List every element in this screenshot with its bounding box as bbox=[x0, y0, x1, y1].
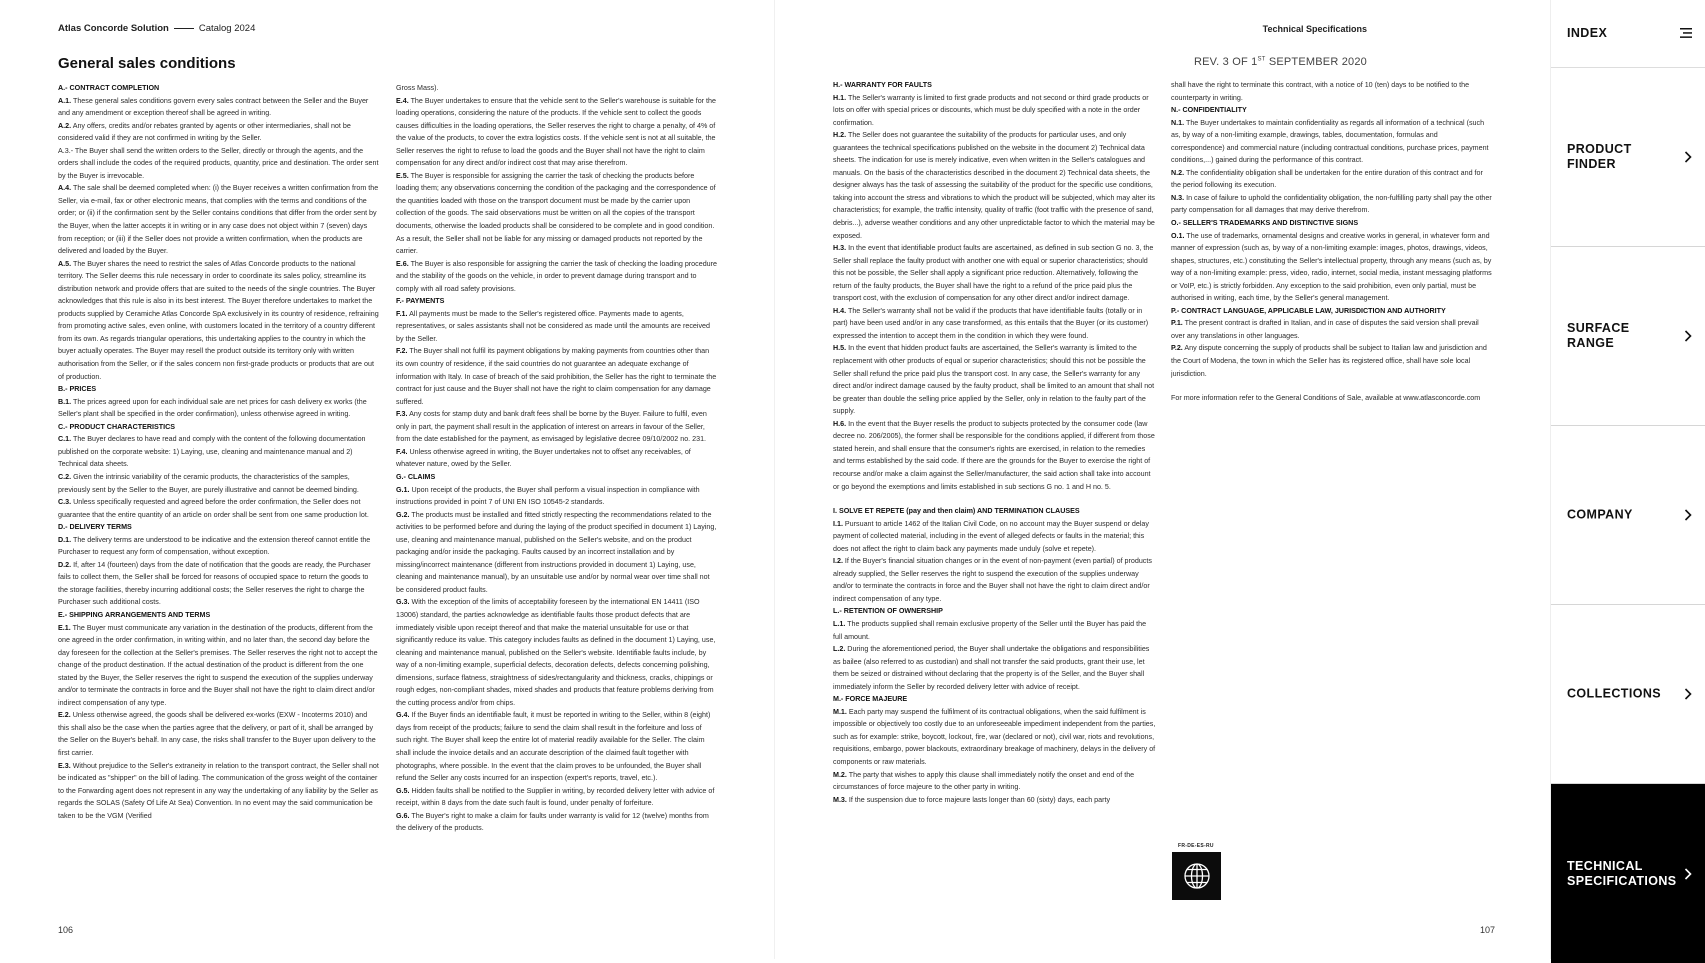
section-heading: N.- CONFIDENTIALITY bbox=[1171, 106, 1247, 115]
clause-paragraph bbox=[58, 120, 380, 145]
clause-label: F.2. bbox=[396, 347, 408, 356]
clause-text: The party that wishes to apply this clause shall immediately notify the onset and end of the circumstances of force majeure to the other party in writing. bbox=[833, 770, 1135, 792]
clause-text: The present contract is drafted in Italian, and in case of disputes the said version shall prevail over any translations in other languages. bbox=[1171, 319, 1479, 340]
section-heading: B.- PRICES bbox=[58, 385, 97, 394]
page-number-left: 106 bbox=[58, 925, 74, 935]
clause-paragraph bbox=[833, 342, 1157, 417]
clause-label: M.3. bbox=[833, 795, 847, 804]
clause-text: Gross Mass). bbox=[396, 84, 439, 92]
section-heading: A.- CONTRACT COMPLETION bbox=[58, 84, 160, 92]
clause-text: For more information refer to the General Conditions of Sale, available at www.atlasconcorde.com bbox=[1171, 394, 1481, 403]
clause-text: Pursuant to article 1462 of the Italian Civil Code, on no account may the Buyer suspend or delay payment of collected material, including in the event of alleged defects or faults in the material; this does not affect the right to claim back any payments made unduly (solve et repete). bbox=[833, 519, 1149, 553]
clause-label: E.1. bbox=[58, 623, 71, 632]
catalog-name: Catalog 2024 bbox=[198, 23, 256, 34]
clause-text: The Buyer is also responsible for assigning the carrier the task of checking the loading procedure and the stability of the goods on the vehicle, in order to prevent damage during transport and to comply with all road safety provisions. bbox=[396, 259, 717, 293]
clause-label: E.6. bbox=[396, 259, 409, 268]
clause-text: If the suspension due to force majeure lasts longer than 60 (sixty) days, each party bbox=[848, 795, 1111, 804]
clause-text: Upon receipt of the products, the Buyer shall perform a visual inspection in compliance with instructions provided in point 7 of UNI EN ISO 10545-2 standards. bbox=[396, 485, 700, 507]
clause-paragraph bbox=[396, 82, 718, 95]
clause-paragraph bbox=[396, 785, 718, 810]
sidebar-item-label: TECHNICAL SPECIFICATIONS bbox=[1567, 858, 1677, 888]
clause-paragraph bbox=[1171, 79, 1493, 104]
clause-text: The products must be installed and fitted strictly respecting the recommendations related to the activities to be performed before and during the laying of the product specified in document 1) Laying, use, cleaning and maintenance manual, published on the Seller's website, and on the product packaging and/or inside the packaging. Faults caused by an incorrect installation and by missing/incorrect maintenance (different from instructions provided in document 1) Laying, use, cleaning and maintenance manual), by an unsuitable use and/or by normal wear over time shall not be considered product faults. bbox=[396, 510, 717, 594]
clause-text: With the exception of the limits of acceptability foreseen by the international EN 14411 (ISO 13006) standard, the parties acknowledge as identifiable faults those product defects that are immediately visible upon receipt thereof and that make the material unsuitable for use or that significantly reduce its value. This category includes faults as defined in the document 1) Laying, use, cleaning and maintenance manual, published on the Seller's website. Identifiable faults include, by way of a non-limiting example, superficial defects, decoration defects, defects concerning polishing, dimensions, surface flatness, straightness of sides/rectangularity and thickness, cracks, chippings or rough edges, non-compliant shades, mixed shades and products that feature problems deriving from the cutting process and/or from chips. bbox=[396, 598, 716, 707]
clause-paragraph bbox=[1171, 392, 1493, 405]
brand-separator bbox=[174, 28, 194, 29]
clause-paragraph bbox=[58, 534, 380, 559]
section-heading: P.- CONTRACT LANGUAGE, APPLICABLE LAW, JURISDICTION AND AUTHORITY bbox=[1171, 306, 1446, 315]
clause-label: D.2. bbox=[58, 560, 72, 569]
clause-label: F.3. bbox=[396, 410, 408, 419]
clause-paragraph bbox=[396, 709, 718, 784]
clause-paragraph bbox=[58, 145, 380, 183]
sidebar-item-technical-specifications[interactable] bbox=[1551, 784, 1705, 963]
sidebar-item-label: SURFACE RANGE bbox=[1567, 321, 1630, 350]
clause-text: Hidden faults shall be notified to the Supplier in writing, by recorded delivery letter with advice of receipt, within 8 days from the date such fault is found, under penalty of forfeiture. bbox=[396, 786, 715, 808]
section-heading: H.- WARRANTY FOR FAULTS bbox=[833, 81, 932, 89]
clause-paragraph bbox=[396, 345, 718, 408]
section-heading: E.- SHIPPING ARRANGEMENTS AND TERMS bbox=[58, 610, 211, 619]
revision-sup: ST bbox=[1257, 56, 1266, 63]
clause-paragraph bbox=[396, 596, 718, 709]
sidebar-item-product-finder[interactable] bbox=[1551, 68, 1705, 247]
clause-label: G.1. bbox=[396, 485, 410, 494]
left-page bbox=[0, 0, 775, 959]
clause-text: The use of trademarks, ornamental designs and creative works in general, in whatever form and manner of expression (such as, by way of a non-limiting example: images, photos, drawings, videos, shapes, structures, etc.) constituting the Seller's intellectual property, through any means (such as, by way of a non-limiting example: press, video, radio, internet, social media, instant messaging platforms or VoIP, etc.) is strictly forbidden. Any exception to the said prohibition, even only partial, must be authorised in writing, each time, by the Seller's general management. bbox=[1171, 231, 1492, 303]
clause-text: Unless otherwise agreed in writing, the Buyer undertakes not to offset any receivables, of whatever nature, owed by the Seller. bbox=[396, 447, 691, 469]
clause-text: Given the intrinsic variability of the ceramic products, the characteristics of the samples, previously sent by the Seller to the Buyer, are purely illustrative and cannot be deemed binding. bbox=[58, 472, 359, 494]
clause-paragraph bbox=[396, 446, 718, 471]
index-label: INDEX bbox=[1567, 26, 1608, 40]
section-heading: G.- CLAIMS bbox=[396, 472, 436, 481]
clause-label: H.5. bbox=[833, 344, 847, 353]
sidebar-item-label: PRODUCT FINDER bbox=[1567, 142, 1632, 171]
sidebar-item-label: COMPANY bbox=[1567, 507, 1633, 522]
clause-text: The prices agreed upon for each individual sale are net prices for cash delivery ex works (the Seller's plant shall be specified in the order confirmation), unless otherwise agreed in writing. bbox=[58, 397, 367, 419]
clause-label: G.3. bbox=[396, 598, 410, 607]
clause-paragraph bbox=[1171, 192, 1493, 217]
clause-paragraph bbox=[1171, 317, 1493, 342]
clause-text: Unless specifically requested and agreed before the order confirmation, the Seller does not guarantee that the entire quantity of an article on order shall be sent from one same production lot. bbox=[58, 498, 369, 519]
clause-label: G.4. bbox=[396, 711, 410, 720]
clause-paragraph bbox=[58, 622, 380, 710]
clause-label: C.3. bbox=[58, 498, 72, 507]
clause-paragraph bbox=[1171, 342, 1493, 380]
clause-label: F.4. bbox=[396, 447, 408, 456]
menu-icon[interactable] bbox=[1680, 27, 1692, 39]
clause-label: H.1. bbox=[833, 93, 847, 102]
clause-text: The Buyer undertakes to ensure that the vehicle sent to the Seller's warehouse is suitable for the loading operations, considering the nature of the products. If the vehicle sent to collect the goods causes difficulties in the loading operations, the Seller reserves the right to charge a penalty, of 4% of the value of the products, to cover the extra logistics costs. If the vehicle sent is not at all suitable, the Seller reserves the right to refuse to load the goods and the Buyer shall not have the right to claim compensation for any direct and/or indirect cost that may arise therefrom. bbox=[396, 96, 716, 168]
clause-label: H.3. bbox=[833, 244, 847, 253]
clause-text: The Buyer declares to have read and comply with the content of the following documentation published on the corporate website: 1) Laying, use, cleaning and maintenance manual and 2) Technical data sheets. bbox=[58, 435, 366, 469]
clause-label: E.3. bbox=[58, 761, 71, 770]
clause-label: I.2. bbox=[833, 557, 843, 566]
clause-paragraph bbox=[396, 170, 718, 258]
clause-text: The Buyer must communicate any variation in the destination of the products, different from the one agreed in the order confirmation, in writing within, and no later than, the second day before the day foreseen for the collection at the Seller's premises. The Seller reserves the right not to accept the change of the product destination. If the actual destination of the product is different from the one stated by the Buyer, the Seller reserves the right to suspend the execution of the supplies underway and/or to terminate the contracts in force and the Buyer shall not have the right to claim direct and/or indirect compensation of any type. bbox=[58, 623, 378, 707]
clause-paragraph bbox=[833, 706, 1157, 769]
clause-label: E.4. bbox=[396, 96, 409, 105]
clause-text: The confidentiality obligation shall be undertaken for the entire duration of this contract and for the period following its execution. bbox=[1171, 168, 1483, 190]
clause-label: A.2. bbox=[58, 121, 72, 130]
clause-paragraph bbox=[833, 129, 1157, 242]
text-column-4 bbox=[1171, 79, 1493, 439]
clause-text: The delivery terms are understood to be indicative and the extension thereof cannot entitle the Purchaser to request any form of compensation, without exception. bbox=[58, 535, 371, 557]
clause-paragraph bbox=[833, 555, 1157, 605]
clause-label: A.5. bbox=[58, 259, 72, 268]
clause-paragraph bbox=[396, 509, 718, 597]
clause-paragraph bbox=[833, 305, 1157, 343]
clause-text: The products supplied shall remain exclusive property of the Seller until the Buyer has paid the full amount. bbox=[833, 619, 1147, 641]
clause-paragraph bbox=[58, 471, 380, 496]
section-heading: F.- PAYMENTS bbox=[396, 297, 445, 306]
clause-label: H.6. bbox=[833, 419, 847, 428]
text-column-3 bbox=[833, 79, 1157, 897]
clause-text: If the Buyer's financial situation changes or in the event of non-payment (even partial) of products already supplied, the Seller reserves the right to suspend the execution of the supplies underway and/or to terminate the contracts in force and the Buyer shall not have the right to claim direct and/or indirect compensation of any type. bbox=[833, 557, 1152, 603]
clause-label: L.2. bbox=[833, 645, 846, 654]
sidebar-item-label: COLLECTIONS bbox=[1567, 686, 1661, 701]
clause-text: In case of failure to uphold the confidentiality obligation, the non-fulfilling party shall pay the other party compensation for all damages that may derive therefrom. bbox=[1171, 193, 1492, 215]
page-gutter bbox=[774, 0, 775, 959]
clause-paragraph bbox=[396, 408, 718, 446]
clause-text: shall have the right to terminate this contract, with a notice of 10 (ten) days to be notified to the counterparty in writing. bbox=[1171, 81, 1470, 102]
clause-paragraph bbox=[396, 258, 718, 296]
clause-paragraph bbox=[1171, 117, 1493, 167]
document-title: General sales conditions bbox=[58, 55, 236, 72]
text-column-2 bbox=[396, 82, 718, 900]
clause-label: C.1. bbox=[58, 435, 72, 444]
sidebar-item-company[interactable] bbox=[1551, 426, 1705, 605]
clause-paragraph bbox=[833, 618, 1157, 643]
clause-paragraph bbox=[396, 95, 718, 170]
clause-label: C.2. bbox=[58, 472, 72, 481]
paragraph-gap bbox=[1171, 380, 1493, 392]
clause-label: I.1. bbox=[833, 519, 843, 528]
nav-items bbox=[1551, 68, 1705, 963]
globe-icon bbox=[1182, 861, 1212, 891]
clause-text: Unless otherwise agreed, the goods shall be delivered ex-works (EXW - Incoterms 2010) and this shall also be the case when the parties agree that the delivery, or part of it, shall be arranged by the Seller on the Buyer's behalf. In any case, the risks shall transfer to the Buyer upon delivery to the first carrier. bbox=[58, 711, 376, 757]
clause-paragraph bbox=[833, 518, 1157, 556]
clause-text: Without prejudice to the Seller's extraneity in relation to the transport contract, the Seller shall not be indicated as "shipper" on the bill of lading. The communication of the gross weight of the container to the Forwarding agent does not represent in any way the undertaking of any liability by the Seller as regards the SOLAS (Safety Of Life At Sea) Convention. In no event may the said communication be taken to be the VGM (Verified bbox=[58, 761, 379, 820]
clause-paragraph bbox=[1171, 230, 1493, 305]
index-header[interactable] bbox=[1551, 0, 1705, 68]
chevron-right-icon bbox=[1684, 509, 1692, 521]
chevron-right-icon bbox=[1684, 688, 1692, 700]
clause-paragraph bbox=[833, 769, 1157, 794]
chevron-right-icon bbox=[1684, 868, 1692, 880]
revision-suffix: SEPTEMBER 2020 bbox=[1265, 56, 1367, 68]
clause-label: A.1. bbox=[58, 96, 72, 105]
clause-paragraph bbox=[833, 418, 1157, 493]
chevron-right-icon bbox=[1684, 151, 1692, 163]
clause-text: The Seller's warranty is limited to first grade products and not second or third grade products or lots on offer with special prices or discounts, which must be duly specified with a note in the order confirmation. bbox=[833, 93, 1149, 127]
revision-label bbox=[1194, 56, 1367, 68]
section-heading: L.- RETENTION OF OWNERSHIP bbox=[833, 607, 943, 616]
section-heading: M.- FORCE MAJEURE bbox=[833, 695, 908, 704]
clause-text: Any dispute concerning the supply of products shall be subject to Italian law and jurisdiction and the Court of Modena, the town in which the Seller has its registered office, shall have sole local jurisdiction. bbox=[1171, 344, 1487, 378]
sidebar-item-collections[interactable] bbox=[1551, 605, 1705, 784]
clause-text: The Buyer shares the need to restrict the sales of Atlas Concorde products to the national territory. The Seller deems this rule necessary in order to coordinate its sales policy, streamline its distribution network and provide offers that are suited to the needs of the single countries. The Buyer acknowledges that this rule is also in its best interest. The Buyer therefore undertakes to market the products supplied by Ceramiche Atlas Concorde SpA exclusively in its country of residence, refraining from promoting active sales, even online, with customers located in the territory of a country different from its own. As regards triangular operations, this undertaking applies to the country in which the buyer actually operates. The Buyer may resell the product outside its territory only with written authorisation from the Seller, or if the sales concern non first-grade products or products that are out of production. bbox=[58, 259, 379, 381]
clause-label: N.1. bbox=[1171, 118, 1185, 127]
clause-label: G.2. bbox=[396, 510, 410, 519]
language-codes: FR-DE-ES-RU bbox=[1178, 843, 1214, 849]
clause-paragraph bbox=[58, 760, 380, 823]
clause-label: G.5. bbox=[396, 786, 410, 795]
clause-label: B.1. bbox=[58, 397, 72, 406]
clause-label: F.1. bbox=[396, 309, 408, 318]
clause-text: The Buyer shall not fulfil its payment obligations by making payments from countries other than its own country of residence, if the said countries do not guarantee an adequate exchange of information with Italy. In case of breach of the said prohibition, the Seller has the right to terminate the contract for just cause and the Buyer shall not have the right to claim compensation for any damage suffered. bbox=[396, 347, 717, 406]
clause-paragraph bbox=[1171, 167, 1493, 192]
clause-label: P.2. bbox=[1171, 344, 1183, 353]
clause-paragraph bbox=[396, 308, 718, 346]
clause-label: E.5. bbox=[396, 171, 409, 180]
clause-text: The Buyer undertakes to maintain confidentiality as regards all information of a technical (such as, by way of a non-limiting example, drawings, tables, documentation, formulas and correspondence) and commercial nature (including contractual conditions, purchase prices, payment conditions,...) gained during the performance of this contract. bbox=[1171, 118, 1489, 165]
clause-paragraph bbox=[58, 258, 380, 383]
clause-text: The Seller's warranty shall not be valid if the products that have identifiable faults (totally or in part) have been used and/or in any case transformed, as this entails that the Buyer (or its customer) expressed the intention to accept them in the condition in which they were found. bbox=[833, 306, 1149, 340]
clause-paragraph bbox=[58, 95, 380, 120]
clause-paragraph bbox=[833, 794, 1157, 807]
clause-label: H.4. bbox=[833, 306, 847, 315]
clause-label: H.2. bbox=[833, 131, 847, 140]
clause-paragraph bbox=[833, 92, 1157, 130]
clause-paragraph bbox=[833, 643, 1157, 693]
section-heading: C.- PRODUCT CHARACTERISTICS bbox=[58, 422, 176, 431]
section-heading: O.- SELLER'S TRADEMARKS AND DISTINCTIVE SIGNS bbox=[1171, 219, 1359, 228]
clause-label: A.4. bbox=[58, 184, 72, 193]
clause-label: N.2. bbox=[1171, 168, 1185, 177]
clause-label: D.1. bbox=[58, 535, 72, 544]
sidebar-nav bbox=[1550, 0, 1705, 959]
clause-text: The Seller does not guarantee the suitability of the products for particular uses, and only guarantees the technical specifications published on the website in the document 2) Technical data sheets. The indication for use is merely indicative, even when written in the Seller's catalogues and manuals. On the basis of the characteristics described in the document 2) Technical data sheets, the designer always has the task of assessing the suitability of the product for the specific use conditions, taking into account the stress and vibrations to which the product will be subjected, which may alter its characteristics; for example, the traffic intensity, quality of traffic (foot traffic with the presence of sand, debris...), adverse weather conditions and any other unpredictable factor to which the material may be exposed. bbox=[833, 131, 1155, 240]
clause-text: Any costs for stamp duty and bank draft fees shall be borne by the Buyer. Failure to fulfil, even only in part, the payment shall result in the application of interest on arrears in favour of the Seller, from the date established for the payment, as envisaged by legislative decree 09/10/2002 no. 231. bbox=[396, 410, 707, 444]
clause-text: The Buyer's right to make a claim for faults under warranty is valid for 12 (twelve) months from the delivery of the products. bbox=[396, 811, 709, 833]
clause-text: If the Buyer finds an identifiable fault, it must be reported in writing to the Seller, within 8 (eight) days from receipt of the products; failure to send the claim shall result in the forfeiture and loss of such right. The Buyer shall keep the entire lot of material readily available for the Seller. The claim shall include the invoice details and an accurate description of the claimed fault together with photographs, where possible. In the event that the claim proves to be unfounded, the Buyer shall refund the Seller any costs incurred for an inspection (expert's reports, travel, etc.). bbox=[396, 711, 711, 783]
clause-paragraph bbox=[833, 242, 1157, 305]
language-globe-button[interactable] bbox=[1172, 852, 1221, 900]
clause-paragraph bbox=[58, 709, 380, 759]
clause-paragraph bbox=[58, 496, 380, 521]
clause-text: Any offers, credits and/or rebates granted by agents or other intermediaries, shall not be considered valid if they are not confirmed in writing by the Seller. bbox=[58, 121, 351, 143]
clause-text: In the event that the Buyer resells the product to subjects protected by the consumer code (law decree no. 206/2005), the former shall be responsible for the conditions applied, if different from those stated herein, and shall ensure that the consumer's rights are exercised, in relation to the remedies and terms established by the said code. If there are the grounds for the Buyer to exercise the right of recourse and/or make a claim against the Seller/manufacturer, the said action shall take into account or go beyond the exemptions and limits established in sub sections G no. 1 and H no. 5. bbox=[833, 419, 1155, 491]
paragraph-gap bbox=[833, 493, 1157, 505]
clause-label: G.6. bbox=[396, 811, 410, 820]
clause-paragraph bbox=[58, 559, 380, 609]
clause-paragraph bbox=[58, 396, 380, 421]
brand-line bbox=[58, 23, 255, 34]
section-title: Technical Specifications bbox=[1262, 24, 1367, 34]
clause-paragraph bbox=[58, 433, 380, 471]
page-number-right: 107 bbox=[1480, 925, 1496, 935]
section-heading: D.- DELIVERY TERMS bbox=[58, 523, 132, 532]
brand-name: Atlas Concorde Solution bbox=[58, 23, 169, 34]
clause-text: If, after 14 (fourteen) days from the date of notification that the goods are ready, the Purchaser fails to collect them, the Seller shall be forced for reasons of occupied space to return the goods to the storage facilities, thereby incurring additional costs; the Seller reserves the right to charge the Purchaser such additional costs. bbox=[58, 560, 371, 607]
sidebar-item-surface-range[interactable] bbox=[1551, 247, 1705, 426]
clause-label: L.1. bbox=[833, 619, 846, 628]
clause-paragraph bbox=[396, 484, 718, 509]
clause-paragraph bbox=[58, 182, 380, 257]
clause-label: M.1. bbox=[833, 707, 847, 716]
clause-text: In the event that hidden product faults are ascertained, the Seller's warranty is limited to the replacement with other products of equal or superior characteristics; should this not be possible the Seller shall refund the price paid plus the transport cost. In any case, the Seller's warranty for any direct and/or indirect damage caused by the faulty product, shall be limited to an amount that shall not be greater than double the selling price applied by the Seller, only in relation to the faulty part of the supply. bbox=[833, 344, 1155, 416]
clause-label: E.2. bbox=[58, 711, 71, 720]
clause-text: During the aforementioned period, the Buyer shall undertake the obligations and responsibilities as bailee (also referred to as custodian) and shall not transfer the said products, grant their use, let them be seized or distrained without declaring that the property is of the Seller, and the Buyer shall immediately inform the Seller by recorded delivery letter with advice of receipt. bbox=[833, 645, 1150, 691]
clause-text: The sale shall be deemed completed when: (i) the Buyer receives a written confirmation from the Seller, via e-mail, fax or other electronic means, that complies with the terms and conditions of the order; or (ii) if the confirmation sent by the Seller contains conditions that differ from the order sent by the Buyer, when the latter accepts it in writing or in any case does not object within 7 (seven) days from reception; or (iii) if the Seller does not provide a written confirmation, when the products are delivered and loaded by the Buyer. bbox=[58, 184, 379, 256]
clause-text: These general sales conditions govern every sales contract between the Seller and the Buyer and any amendment or exception thereof shall be agreed in writing. bbox=[58, 96, 369, 118]
clause-text: Each party may suspend the fulfilment of its contractual obligations, when the said fulfilment is impossible or objectively too costly due to an unforeseeable impediment independent from the parties, such as for example: strike, boycott, lockout, fire, war (declared or not), civil war, riots and revolutions, requisitions, embargo, power blackouts, extraordinary breakage of machinery, delays in the delivery of components or raw materials. bbox=[833, 707, 1156, 766]
clause-label: M.2. bbox=[833, 770, 847, 779]
clause-label: P.1. bbox=[1171, 319, 1183, 328]
clause-text: All payments must be made to the Seller's registered office. Payments made to agents, representatives, or sales assistants shall not be considered as made until the amounts are received by the Seller. bbox=[396, 309, 710, 343]
clause-label: N.3. bbox=[1171, 193, 1185, 202]
clause-text: The Buyer is responsible for assigning the carrier the task of checking the products before loading them; any observations concerning the condition of the packaging and the correspondence of the quantities loaded with those on the transport document must be made by the carrier upon collection of the goods. The said observations must be written on all the copies of the transport documents, otherwise the loaded products shall be considered to be complete and in good condition. As a result, the Seller shall not be liable for any missing or damaged products not reported by the carrier. bbox=[396, 171, 716, 256]
clause-text: In the event that identifiable product faults are ascertained, as defined in sub section G no. 3, the Seller shall replace the faulty product with another one with equal or superior characteristics; should this not be possible, the Seller shall apply a significant price reduction. Alternatively, following the return of the faulty products, the Buyer shall have the right to a refund of the price paid plus the transport cost, with the exclusion of compensation for any other direct and/or indirect damage. bbox=[833, 244, 1154, 303]
clause-text: A.3.- The Buyer shall send the written orders to the Seller, directly or through the agents, and the orders shall include the codes of the required products, quantity, price and destination. The order sent by the Buyer is irrevocable. bbox=[58, 146, 379, 180]
section-heading: I. SOLVE ET REPETE (pay and then claim) AND TERMINATION CLAUSES bbox=[833, 507, 1080, 516]
revision-prefix: REV. 3 OF 1 bbox=[1193, 56, 1258, 68]
chevron-right-icon bbox=[1684, 330, 1692, 342]
text-column-1 bbox=[58, 82, 380, 900]
clause-label: O.1. bbox=[1171, 231, 1185, 240]
clause-paragraph bbox=[396, 810, 718, 835]
